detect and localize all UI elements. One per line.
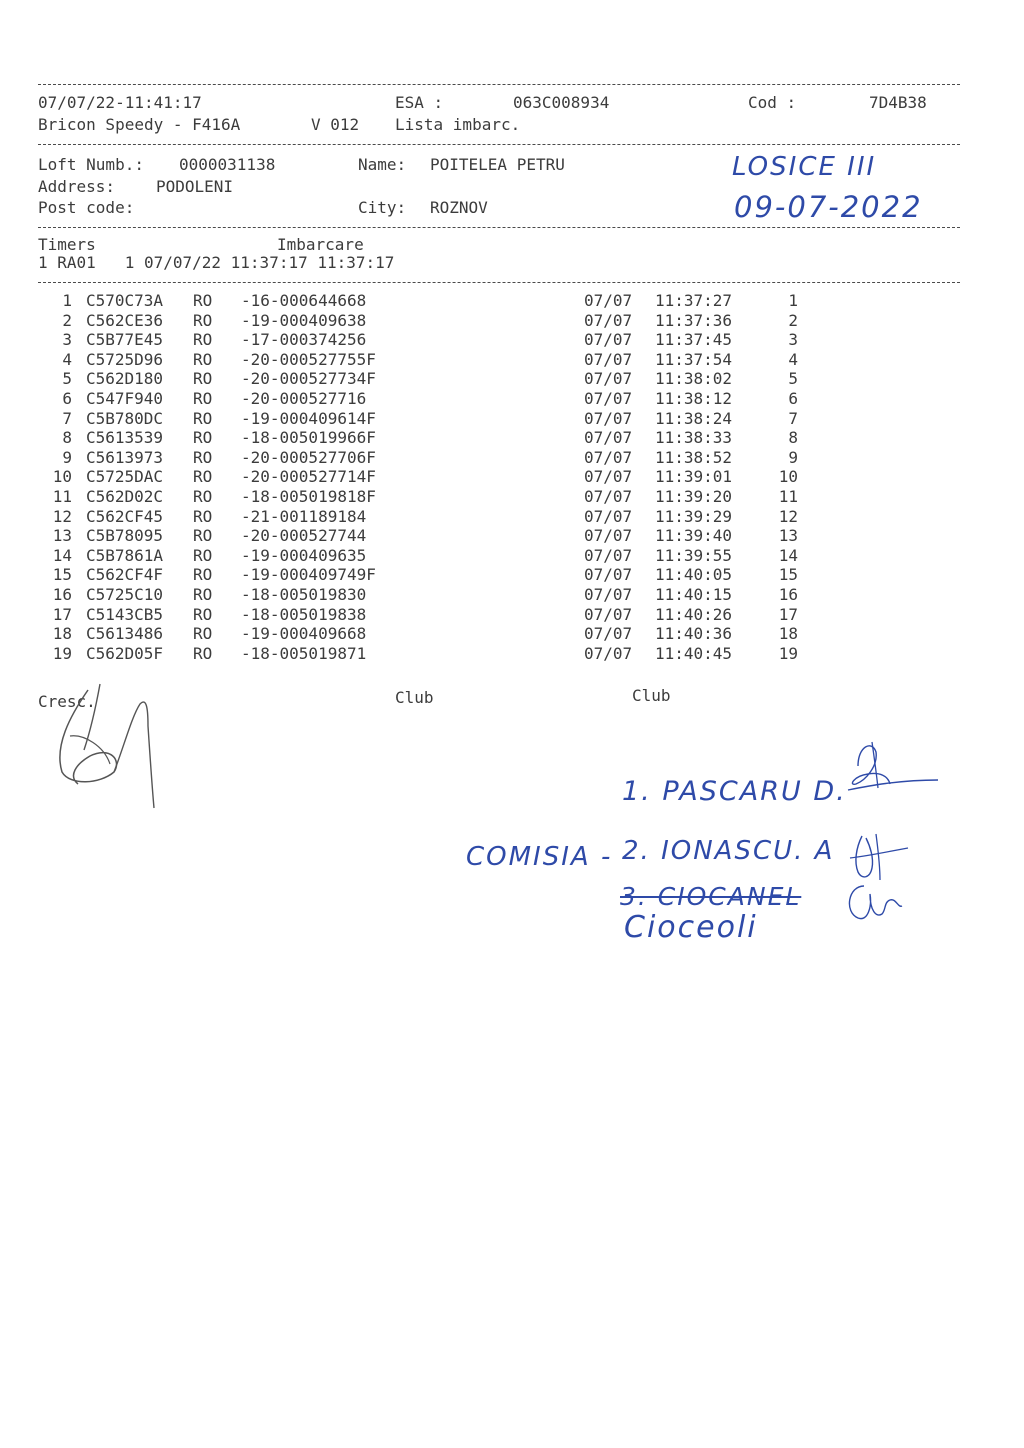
- system-name: Bricon Speedy - F416A: [38, 115, 241, 134]
- row-sequence: 10: [778, 467, 798, 487]
- row-chip-id: C5B7861A: [86, 545, 164, 565]
- row-date: 07/07: [584, 447, 633, 467]
- row-ring-number: -18-005019966F: [241, 428, 376, 448]
- city-label: City:: [358, 198, 407, 217]
- row-date: 07/07: [584, 408, 633, 428]
- divider-timers: [38, 282, 960, 283]
- row-index: 6: [62, 389, 72, 408]
- row-index: 18: [52, 624, 72, 644]
- row-ring-number: -18-005019818F: [241, 487, 376, 506]
- signature-member-1: [838, 736, 948, 806]
- row-ring-number: -18-005019830: [241, 585, 367, 604]
- city-value: ROZNOV: [430, 198, 488, 217]
- row-index: 4: [62, 349, 72, 369]
- row-chip-id: C5725C10: [86, 585, 164, 604]
- row-index: 5: [62, 369, 72, 389]
- row-time: 11:37:54: [655, 349, 733, 369]
- row-sequence: 6: [788, 389, 798, 408]
- handwritten-race: LOSICE III: [732, 152, 877, 182]
- row-country: RO: [193, 428, 213, 448]
- row-time: 11:39:20: [655, 487, 733, 506]
- row-date: 07/07: [584, 624, 633, 644]
- row-time: 11:38:33: [655, 428, 733, 448]
- row-sequence: 11: [778, 487, 798, 506]
- row-ring-number: -20-000527716: [241, 389, 367, 408]
- row-chip-id: C547F940: [86, 389, 164, 408]
- row-country: RO: [193, 291, 213, 310]
- row-chip-id: C562D02C: [86, 487, 164, 506]
- row-country: RO: [193, 604, 213, 624]
- loft-number: 0000031138: [179, 155, 276, 174]
- row-ring-number: -19-000409635: [241, 545, 367, 565]
- timers-label: Timers: [38, 235, 96, 254]
- row-country: RO: [193, 310, 213, 330]
- row-country: RO: [193, 545, 213, 565]
- row-ring-number: -20-000527755F: [241, 349, 376, 369]
- row-time: 11:39:01: [655, 467, 733, 487]
- row-index: 11: [52, 487, 72, 506]
- row-date: 07/07: [584, 604, 633, 624]
- row-index: 10: [52, 467, 72, 487]
- row-index: 7: [62, 408, 72, 428]
- timer-line: 1 RA01 1 07/07/22 11:37:17 11:37:17: [38, 253, 395, 272]
- row-date: 07/07: [584, 526, 633, 546]
- row-time: 11:38:02: [655, 369, 733, 389]
- row-index: 12: [52, 506, 72, 526]
- commission-member-3-struck: 3. CIOCANEL: [620, 882, 802, 911]
- row-index: 15: [52, 565, 72, 585]
- row-index: 2: [62, 310, 72, 330]
- row-time: 11:40:45: [655, 643, 733, 663]
- row-country: RO: [193, 624, 213, 644]
- row-chip-id: C562D05F: [86, 643, 164, 663]
- row-ring-number: -18-005019871: [241, 643, 367, 663]
- row-country: RO: [193, 585, 213, 604]
- row-chip-id: C5B780DC: [86, 408, 164, 428]
- row-time: 11:39:40: [655, 526, 733, 546]
- row-ring-number: -16-000644668: [241, 291, 367, 310]
- commission-member-1: 1. PASCARU D.: [622, 776, 847, 807]
- name-label: Name:: [358, 155, 407, 174]
- row-country: RO: [193, 643, 213, 663]
- row-date: 07/07: [584, 310, 633, 330]
- row-ring-number: -20-000527744: [241, 526, 367, 546]
- row-date: 07/07: [584, 545, 633, 565]
- row-sequence: 19: [778, 643, 798, 663]
- row-chip-id: C5613973: [86, 447, 164, 467]
- row-ring-number: -21-001189184: [241, 506, 367, 526]
- row-date: 07/07: [584, 643, 633, 663]
- system-version: V 012: [311, 115, 360, 134]
- row-chip-id: C562CE36: [86, 310, 164, 330]
- commission-label: COMISIA -: [466, 842, 613, 872]
- row-chip-id: C5143CB5: [86, 604, 164, 624]
- row-time: 11:38:52: [655, 447, 733, 467]
- address-value: PODOLENI: [156, 177, 234, 196]
- esa-value: 063C008934: [513, 93, 610, 112]
- row-ring-number: -19-000409668: [241, 624, 367, 644]
- row-ring-number: -20-000527706F: [241, 447, 376, 467]
- row-date: 07/07: [584, 487, 633, 506]
- row-time: 11:38:12: [655, 389, 733, 408]
- row-ring-number: -19-000409614F: [241, 408, 376, 428]
- row-index: 8: [62, 428, 72, 448]
- imbarcare-label: Imbarcare: [277, 235, 364, 254]
- row-ring-number: -19-000409638: [241, 310, 367, 330]
- row-sequence: 2: [788, 310, 798, 330]
- row-date: 07/07: [584, 291, 633, 310]
- row-sequence: 12: [778, 506, 798, 526]
- row-time: 11:40:26: [655, 604, 733, 624]
- row-date: 07/07: [584, 585, 633, 604]
- row-ring-number: -17-000374256: [241, 330, 367, 350]
- row-sequence: 14: [778, 545, 798, 565]
- commission-member-3-correction: Cioceoli: [624, 910, 758, 945]
- commission-member-2: 2. IONASCU. A: [622, 836, 835, 866]
- row-sequence: 1: [788, 291, 798, 310]
- row-sequence: 17: [778, 604, 798, 624]
- row-chip-id: C562CF45: [86, 506, 164, 526]
- row-chip-id: C5613486: [86, 624, 164, 644]
- row-sequence: 5: [788, 369, 798, 389]
- row-ring-number: -18-005019838: [241, 604, 367, 624]
- club-label-1: Club: [395, 688, 434, 707]
- row-chip-id: C562CF4F: [86, 565, 164, 585]
- header-datetime: 07/07/22-11:41:17: [38, 93, 202, 112]
- row-country: RO: [193, 526, 213, 546]
- row-country: RO: [193, 447, 213, 467]
- list-title: Lista imbarc.: [395, 115, 521, 134]
- row-sequence: 4: [788, 349, 798, 369]
- row-index: 17: [52, 604, 72, 624]
- row-date: 07/07: [584, 389, 633, 408]
- row-sequence: 18: [778, 624, 798, 644]
- row-date: 07/07: [584, 506, 633, 526]
- row-date: 07/07: [584, 467, 633, 487]
- breeder-signature: [40, 676, 170, 816]
- row-time: 11:40:36: [655, 624, 733, 644]
- row-ring-number: -20-000527714F: [241, 467, 376, 487]
- row-index: 19: [52, 643, 72, 663]
- address-label: Address:: [38, 177, 116, 196]
- row-country: RO: [193, 506, 213, 526]
- row-sequence: 8: [788, 428, 798, 448]
- club-label-2: Club: [632, 686, 671, 705]
- row-sequence: 15: [778, 565, 798, 585]
- row-date: 07/07: [584, 565, 633, 585]
- row-country: RO: [193, 369, 213, 389]
- row-index: 13: [52, 526, 72, 546]
- row-country: RO: [193, 330, 213, 350]
- row-date: 07/07: [584, 349, 633, 369]
- row-date: 07/07: [584, 428, 633, 448]
- row-ring-number: -20-000527734F: [241, 369, 376, 389]
- row-sequence: 16: [778, 585, 798, 604]
- row-chip-id: C5B77E45: [86, 330, 164, 350]
- row-country: RO: [193, 389, 213, 408]
- handwritten-date: 09-07-2022: [734, 190, 923, 224]
- row-time: 11:39:29: [655, 506, 733, 526]
- row-sequence: 9: [788, 447, 798, 467]
- row-sequence: 7: [788, 408, 798, 428]
- row-time: 11:37:27: [655, 291, 733, 310]
- row-chip-id: C570C73A: [86, 291, 164, 310]
- row-time: 11:37:36: [655, 310, 733, 330]
- row-country: RO: [193, 467, 213, 487]
- row-index: 14: [52, 545, 72, 565]
- row-index: 3: [62, 330, 72, 350]
- cod-label: Cod :: [748, 93, 797, 112]
- row-index: 16: [52, 585, 72, 604]
- row-country: RO: [193, 408, 213, 428]
- signature-member-3: [836, 876, 916, 926]
- row-time: 11:39:55: [655, 545, 733, 565]
- row-chip-id: C562D180: [86, 369, 164, 389]
- row-time: 11:37:45: [655, 330, 733, 350]
- row-time: 11:38:24: [655, 408, 733, 428]
- row-index: 1: [62, 291, 72, 310]
- row-date: 07/07: [584, 330, 633, 350]
- row-time: 11:40:15: [655, 585, 733, 604]
- row-country: RO: [193, 349, 213, 369]
- row-sequence: 13: [778, 526, 798, 546]
- row-country: RO: [193, 565, 213, 585]
- row-time: 11:40:05: [655, 565, 733, 585]
- cresc-label: Cresc.: [38, 692, 96, 711]
- postcode-label: Post code:: [38, 198, 135, 217]
- esa-label: ESA :: [395, 93, 444, 112]
- row-chip-id: C5725DAC: [86, 467, 164, 487]
- divider-header: [38, 144, 960, 145]
- owner-name: POITELEA PETRU: [430, 155, 565, 174]
- divider-owner: [38, 227, 960, 228]
- row-chip-id: C5B78095: [86, 526, 164, 546]
- row-chip-id: C5725D96: [86, 349, 164, 369]
- row-index: 9: [62, 447, 72, 467]
- row-country: RO: [193, 487, 213, 506]
- divider-top: [38, 84, 960, 85]
- row-ring-number: -19-000409749F: [241, 565, 376, 585]
- row-sequence: 3: [788, 330, 798, 350]
- cod-value: 7D4B38: [869, 93, 927, 112]
- row-date: 07/07: [584, 369, 633, 389]
- loft-label: Loft Numb.:: [38, 155, 144, 174]
- row-chip-id: C5613539: [86, 428, 164, 448]
